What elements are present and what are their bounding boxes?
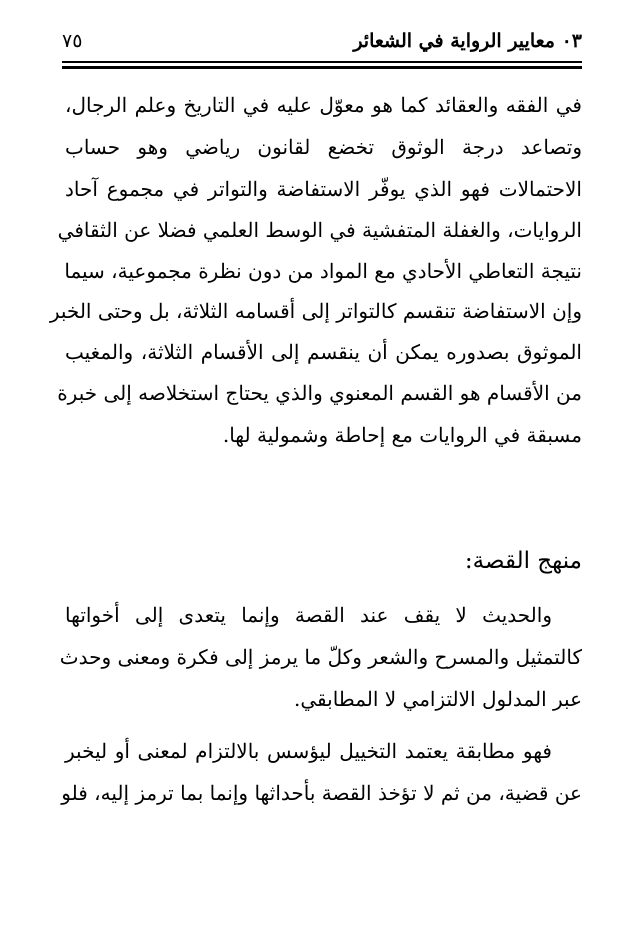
text-line: الاحتمالات فهو الذي يوفّر الاستفاضة والتواتر في مجموع آحاد bbox=[65, 177, 582, 201]
running-header bbox=[62, 30, 582, 54]
section-heading: منهج القصة: bbox=[464, 548, 582, 574]
text-line: عن قضية، من ثم لا تؤخذ القصة بأحداثها وإنما بما ترمز إليه، فلو bbox=[61, 781, 582, 805]
text-line: الموثوق بصدوره يمكن أن ينقسم إلى الأقسام الثلاثة، والمغيب bbox=[65, 340, 582, 364]
text-line: من الأقسام هو القسم المعنوي والذي يحتاج استخلاصه إلى خبرة bbox=[57, 381, 582, 405]
text-line: والحديث لا يقف عند القصة وإنما يتعدى إلى أخواتها bbox=[65, 603, 552, 627]
page-number: ٧٥ bbox=[62, 30, 83, 52]
text-line: نتيجة التعاطي الأحادي مع المواد من دون نظرة مجموعية، سيما bbox=[64, 259, 582, 283]
text-line: الروايات، والغفلة المتفشية في الوسط العلمي فضلا عن الثقافي bbox=[57, 218, 582, 242]
text-line: وتصاعد درجة الوثوق تخضع لقانون رياضي وهو حساب bbox=[65, 135, 582, 159]
chapter-title: ٠٣ معايير الرواية في الشعائر bbox=[353, 30, 582, 52]
text-line: فهو مطابقة يعتمد التخييل ليؤسس بالالتزام لمعنى أو ليخبر bbox=[65, 739, 552, 763]
text-line: في الفقه والعقائد كما هو معوّل عليه في التاريخ وعلم الرجال، bbox=[65, 93, 582, 117]
text-line: عبر المدلول الالتزامي لا المطابقي. bbox=[294, 687, 582, 711]
header-rule-thin bbox=[62, 61, 582, 63]
text-line: كالتمثيل والمسرح والشعر وكلّ ما يرمز إلى فكرة ومعنى وحدث bbox=[59, 645, 582, 669]
header-rule-thick bbox=[62, 66, 582, 69]
text-line: وإن الاستفاضة تنقسم كالتواتر إلى أقسامه الثلاثة، بل وحتى الخبر bbox=[49, 299, 582, 323]
text-line: مسبقة في الروايات مع إحاطة وشمولية لها. bbox=[222, 423, 582, 447]
